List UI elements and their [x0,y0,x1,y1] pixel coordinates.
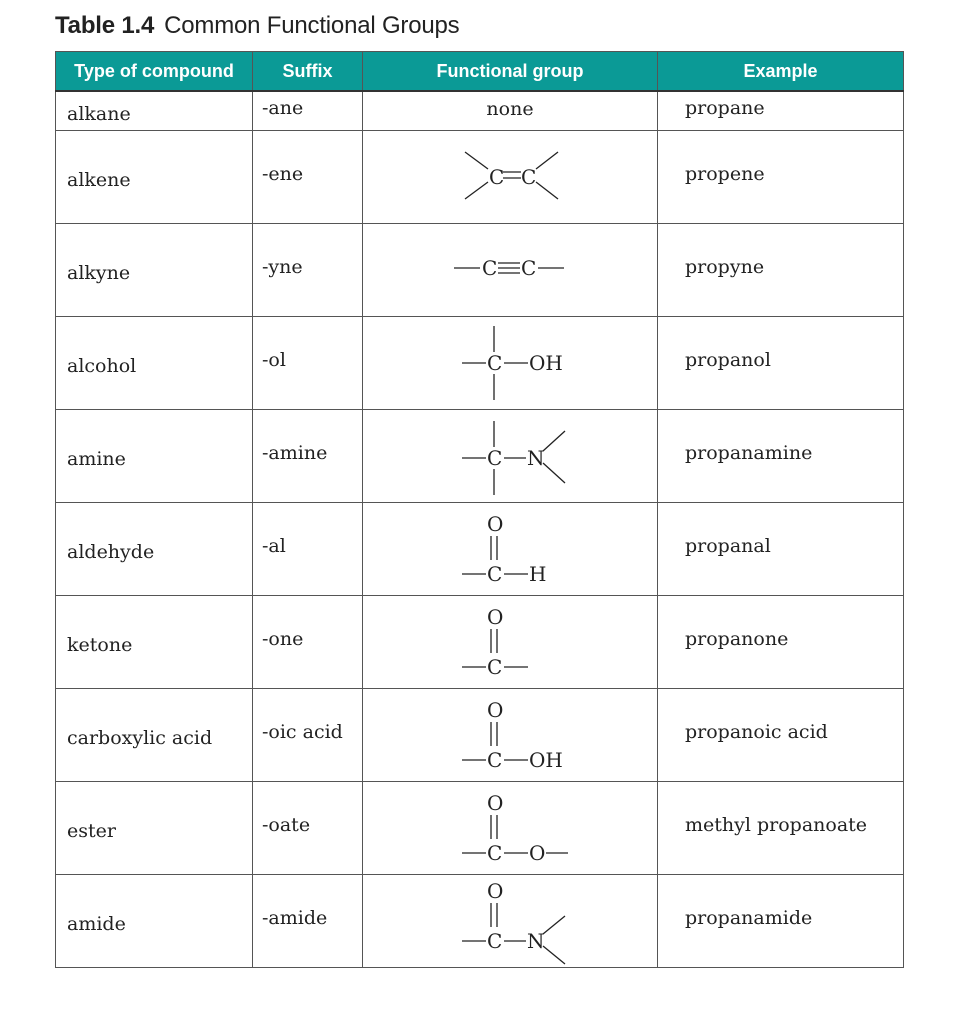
svg-text:C: C [482,256,498,280]
header-type: Type of compound [56,52,253,92]
svg-text:C: C [487,929,503,953]
type-cell: alcohol [56,317,253,410]
group-none-text: none [486,98,534,120]
group-cell [363,596,658,689]
table-number: Table 1.4 [55,12,155,39]
suffix-cell: -one [253,596,363,689]
example-cell: propyne [658,224,904,317]
type-cell: ester [56,782,253,875]
group-cell [363,91,658,131]
table-title: Common Functional Groups [164,12,460,39]
alkene-structure [410,132,610,222]
example-cell: propanamine [658,410,904,503]
suffix-cell: -amine [253,410,363,503]
svg-text:C: C [487,655,503,679]
amide-structure [410,876,610,966]
svg-text:O: O [487,791,504,815]
type-cell: amine [56,410,253,503]
table-row [56,689,904,782]
suffix-cell: -ol [253,317,363,410]
svg-text:O: O [487,879,504,903]
group-cell [363,875,658,968]
svg-text:C: C [487,841,503,865]
header-suffix: Suffix [253,52,363,92]
alcohol-structure [410,318,610,408]
group-cell [363,131,658,224]
svg-text:OH: OH [529,351,563,375]
table-row [56,317,904,410]
amine-structure [410,411,610,501]
group-cell [363,224,658,317]
suffix-cell: -oate [253,782,363,875]
functional-groups-table [55,51,904,968]
svg-text:C: C [521,165,537,189]
svg-text:N: N [527,446,545,470]
svg-text:O: O [487,698,504,722]
table-row [56,410,904,503]
table-row [56,503,904,596]
example-cell: propanoic acid [658,689,904,782]
group-cell [363,317,658,410]
type-cell: carboxylic acid [56,689,253,782]
aldehyde-structure [410,504,610,594]
example-cell: propane [658,91,904,131]
example-cell: propanone [658,596,904,689]
svg-text:O: O [529,841,546,865]
example-cell: propanol [658,317,904,410]
table-row [56,91,904,131]
svg-text:N: N [527,929,545,953]
table-row [56,131,904,224]
svg-text:C: C [487,562,503,586]
table-row [56,875,904,968]
table-caption [55,12,459,40]
svg-text:OH: OH [529,748,563,772]
suffix-cell: -ene [253,131,363,224]
table-row [56,224,904,317]
group-cell [363,503,658,596]
svg-text:C: C [487,446,503,470]
type-cell: amide [56,875,253,968]
example-cell: propene [658,131,904,224]
svg-text:O: O [487,605,504,629]
ketone-structure [410,597,610,687]
svg-text:O: O [487,512,504,536]
svg-text:C: C [489,165,505,189]
suffix-cell: -amide [253,875,363,968]
table-row [56,782,904,875]
header-example: Example [658,52,904,92]
table-row [56,596,904,689]
group-cell [363,689,658,782]
type-cell: alkene [56,131,253,224]
carboxylic-acid-structure [410,690,610,780]
svg-text:C: C [487,351,503,375]
type-cell: alkane [56,91,253,131]
alkyne-structure [410,225,610,315]
suffix-cell: -ane [253,91,363,131]
type-cell: aldehyde [56,503,253,596]
suffix-cell: -oic acid [253,689,363,782]
svg-text:C: C [487,748,503,772]
group-cell [363,410,658,503]
group-cell [363,782,658,875]
header-functional-group: Functional group [363,52,658,92]
svg-text:H: H [529,562,547,586]
example-cell: methyl propanoate [658,782,904,875]
header-row [56,52,904,92]
suffix-cell: -al [253,503,363,596]
example-cell: propanamide [658,875,904,968]
type-cell: ketone [56,596,253,689]
svg-text:C: C [521,256,537,280]
suffix-cell: -yne [253,224,363,317]
ester-structure [410,783,610,873]
type-cell: alkyne [56,224,253,317]
example-cell: propanal [658,503,904,596]
